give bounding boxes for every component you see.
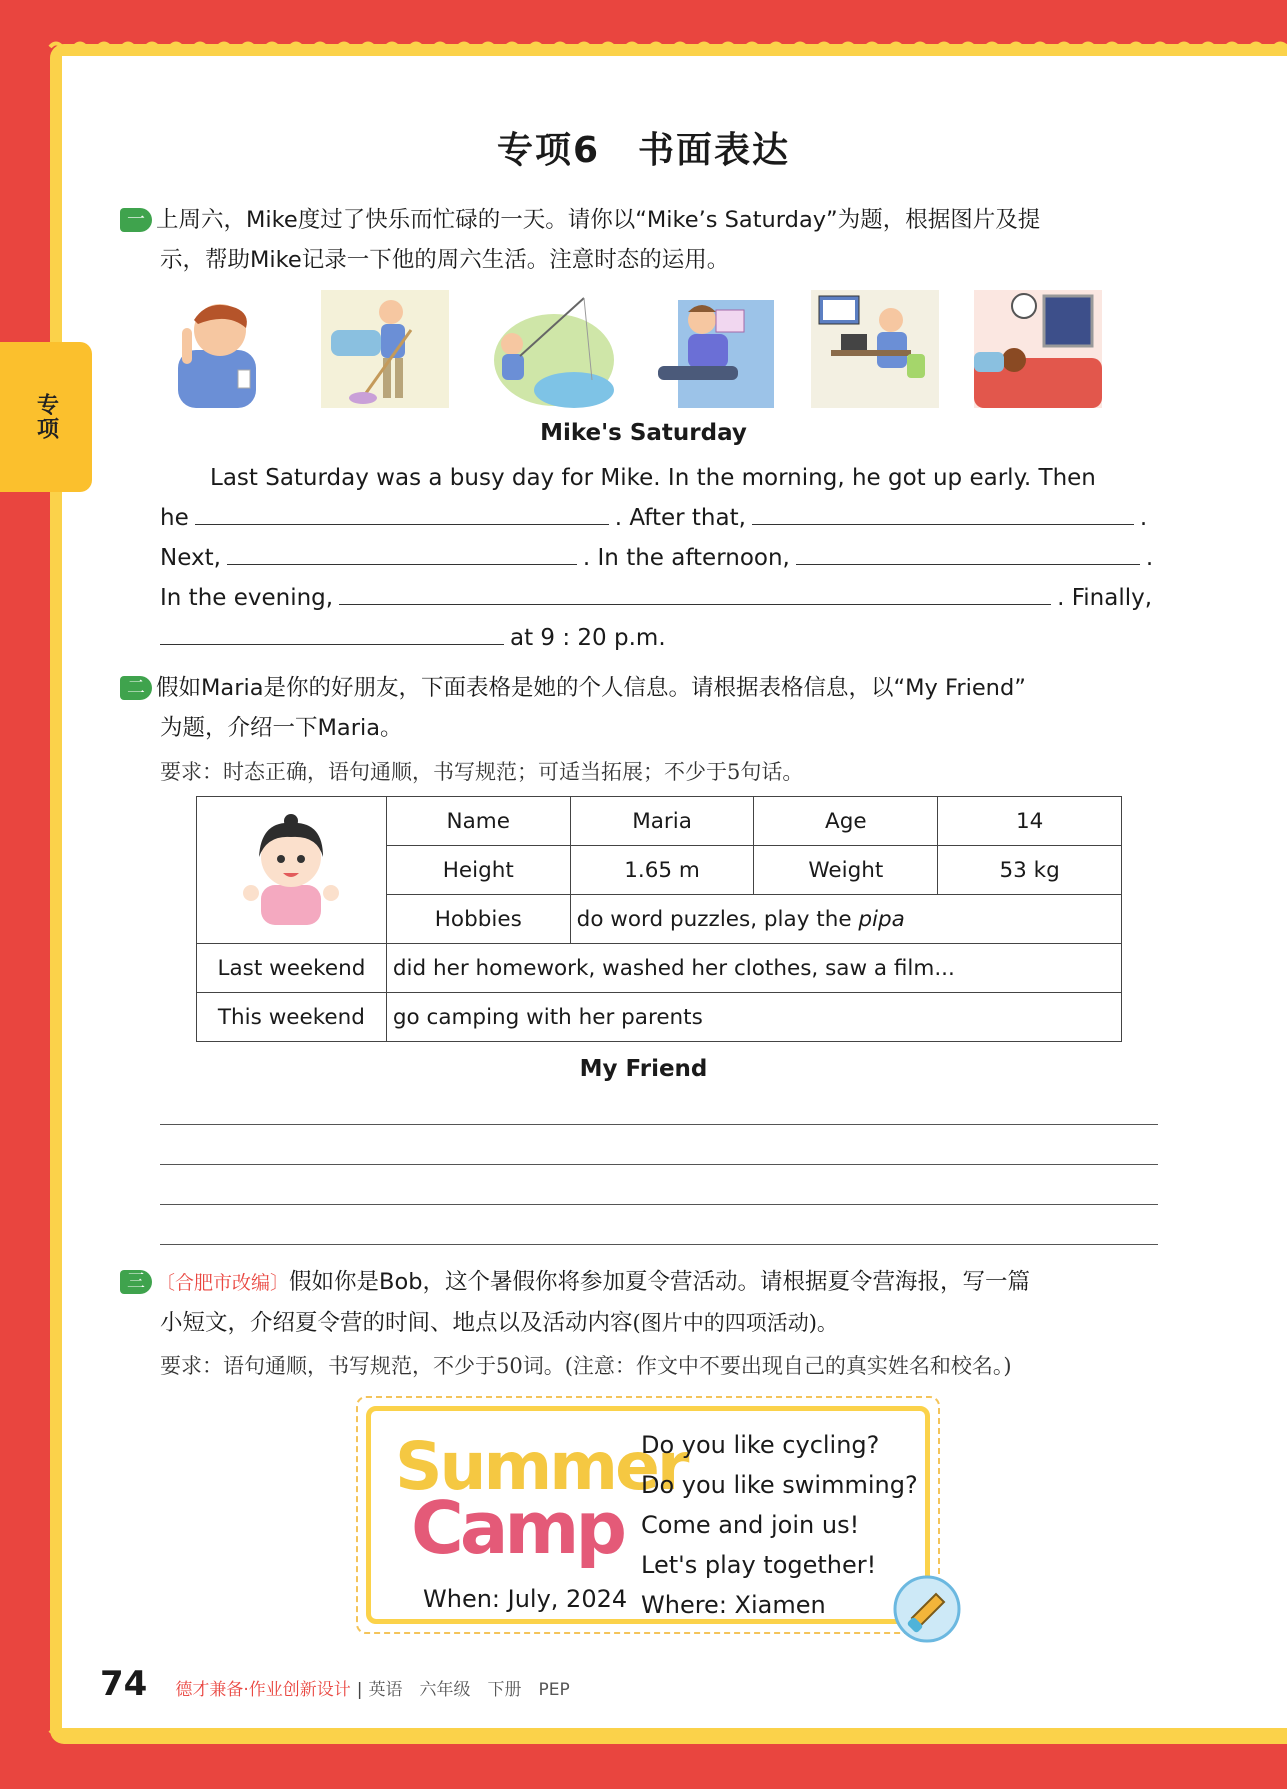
answer-blank[interactable] bbox=[195, 499, 609, 525]
q1-badge: 一 bbox=[120, 208, 152, 232]
answer-blank[interactable] bbox=[752, 499, 1134, 525]
q2-prompt bbox=[120, 668, 1026, 748]
q3-source: 〔合肥市改编〕 bbox=[156, 1272, 290, 1294]
poster-inner bbox=[366, 1406, 930, 1624]
page-title: 专项6 书面表达 bbox=[496, 130, 791, 171]
q2-essay-title: My Friend bbox=[579, 1056, 708, 1082]
q2-line1: 假如Maria是你的好朋友，下面表格是她的个人信息。请根据表格信息，以“My Friend” bbox=[156, 675, 1026, 701]
side-tab-label: 专项 bbox=[33, 393, 59, 441]
answer-blank[interactable] bbox=[227, 539, 577, 565]
hobbies-label: Hobbies bbox=[386, 895, 570, 944]
story-text: . bbox=[1139, 505, 1148, 531]
q2-line2: 为题，介绍一下Maria。 bbox=[160, 715, 403, 741]
height-label: Height bbox=[386, 846, 570, 895]
q1-line2: 示，帮助Mike记录一下他的周六生活。注意时态的运用。 bbox=[160, 247, 730, 273]
wave-border-top bbox=[50, 40, 1287, 54]
footer-book-info: 英语 六年级 下册 PEP bbox=[368, 1680, 570, 1700]
answer-blank[interactable] bbox=[160, 619, 504, 645]
q2-badge: 二 bbox=[120, 676, 152, 700]
age-label: Age bbox=[754, 797, 938, 846]
page-footer bbox=[100, 1664, 570, 1704]
logo-text-summer: Summer bbox=[395, 1428, 687, 1505]
name-value: Maria bbox=[570, 797, 754, 846]
story-text: at 9 : 20 p.m. bbox=[510, 625, 666, 651]
page-number: 74 bbox=[100, 1664, 148, 1704]
maria-portrait-cell bbox=[197, 797, 387, 944]
q1-line1: 上周六，Mike度过了快乐而忙碌的一天。请你以“Mike’s Saturday”为题，根据图片及提 bbox=[156, 207, 1041, 233]
poster-line: Let's play together! bbox=[641, 1551, 877, 1579]
summer-camp-logo bbox=[391, 1421, 687, 1581]
reading-book-picture bbox=[648, 290, 776, 408]
poster-lines bbox=[641, 1425, 918, 1625]
poster-where: Where: Xiamen bbox=[641, 1591, 826, 1619]
poster-line: Come and join us! bbox=[641, 1511, 860, 1539]
q1-prompt bbox=[120, 200, 1040, 280]
weight-value: 53 kg bbox=[938, 846, 1122, 895]
story-text: . Finally, bbox=[1057, 585, 1153, 611]
story-text: . After that, bbox=[614, 505, 746, 531]
q3-requirement: 要求：语句通顺，书写规范，不少于50词。(注意：作文中不要出现自己的真实姓名和校名。) bbox=[160, 1354, 1012, 1378]
age-value: 14 bbox=[938, 797, 1122, 846]
q3-badge: 三 bbox=[120, 1270, 152, 1294]
story-text: he bbox=[160, 505, 189, 531]
side-tab bbox=[0, 342, 92, 492]
story-sentence-1: Last Saturday was a busy day for Mike. In the morning, he got up early. Then bbox=[210, 465, 1096, 491]
last-weekend-label: Last weekend bbox=[197, 944, 387, 993]
q2-requirement: 要求：时态正确，语句通顺，书写规范；可适当拓展；不少于5句话。 bbox=[160, 760, 804, 784]
q3-line1: 假如你是Bob，这个暑假你将参加夏令营活动。请根据夏令营海报，写一篇 bbox=[289, 1269, 1031, 1295]
story-text: . bbox=[1145, 545, 1154, 571]
logo-text-camp: Camp bbox=[411, 1486, 623, 1570]
poster-line: Do you like cycling? bbox=[641, 1431, 880, 1459]
height-value: 1.65 m bbox=[570, 846, 754, 895]
q1-pictures bbox=[158, 290, 1102, 410]
poster-when: When: July, 2024 bbox=[423, 1585, 628, 1613]
going-to-bed-picture bbox=[974, 290, 1102, 408]
hobbies-text: do word puzzles, play the bbox=[576, 906, 859, 932]
writing-line[interactable] bbox=[160, 1244, 1158, 1245]
answer-blank[interactable] bbox=[796, 539, 1140, 565]
fishing-picture bbox=[484, 290, 612, 408]
summer-camp-poster bbox=[356, 1396, 940, 1634]
writing-line[interactable] bbox=[160, 1124, 1158, 1125]
answer-blank[interactable] bbox=[339, 579, 1051, 605]
this-weekend-label: This weekend bbox=[197, 993, 387, 1042]
q3-line2: 小短文，介绍夏令营的时间、地点以及活动内容 bbox=[160, 1310, 633, 1336]
footer-separator: | bbox=[356, 1680, 363, 1700]
name-label: Name bbox=[386, 797, 570, 846]
q3-prompt bbox=[120, 1262, 1030, 1343]
hobbies-pipa: pipa bbox=[858, 906, 905, 932]
poster-line: Do you like swimming? bbox=[641, 1471, 918, 1499]
sweeping-floor-picture bbox=[321, 290, 449, 408]
using-computer-picture bbox=[811, 290, 939, 408]
hobbies-value bbox=[570, 895, 1121, 944]
wave-border-bottom bbox=[50, 1726, 1287, 1740]
footer-brand: 德才兼备·作业创新设计 bbox=[175, 1680, 351, 1700]
maria-portrait bbox=[231, 807, 351, 927]
story-text: . In the afternoon, bbox=[582, 545, 790, 571]
writing-line[interactable] bbox=[160, 1164, 1158, 1165]
story-text: In the evening, bbox=[160, 585, 334, 611]
writing-line[interactable] bbox=[160, 1204, 1158, 1205]
weight-label: Weight bbox=[754, 846, 938, 895]
last-weekend-value: did her homework, washed her clothes, saw a film... bbox=[386, 944, 1121, 993]
q1-story bbox=[160, 458, 1158, 658]
story-text: Next, bbox=[160, 545, 221, 571]
megaphone-icon bbox=[892, 1574, 962, 1644]
maria-info-table bbox=[196, 796, 1122, 1042]
brushing-teeth-picture bbox=[158, 290, 286, 408]
this-weekend-value: go camping with her parents bbox=[386, 993, 1121, 1042]
q3-line2-note: (图片中的四项活动)。 bbox=[632, 1311, 838, 1335]
q1-story-title: Mike's Saturday bbox=[540, 420, 747, 446]
